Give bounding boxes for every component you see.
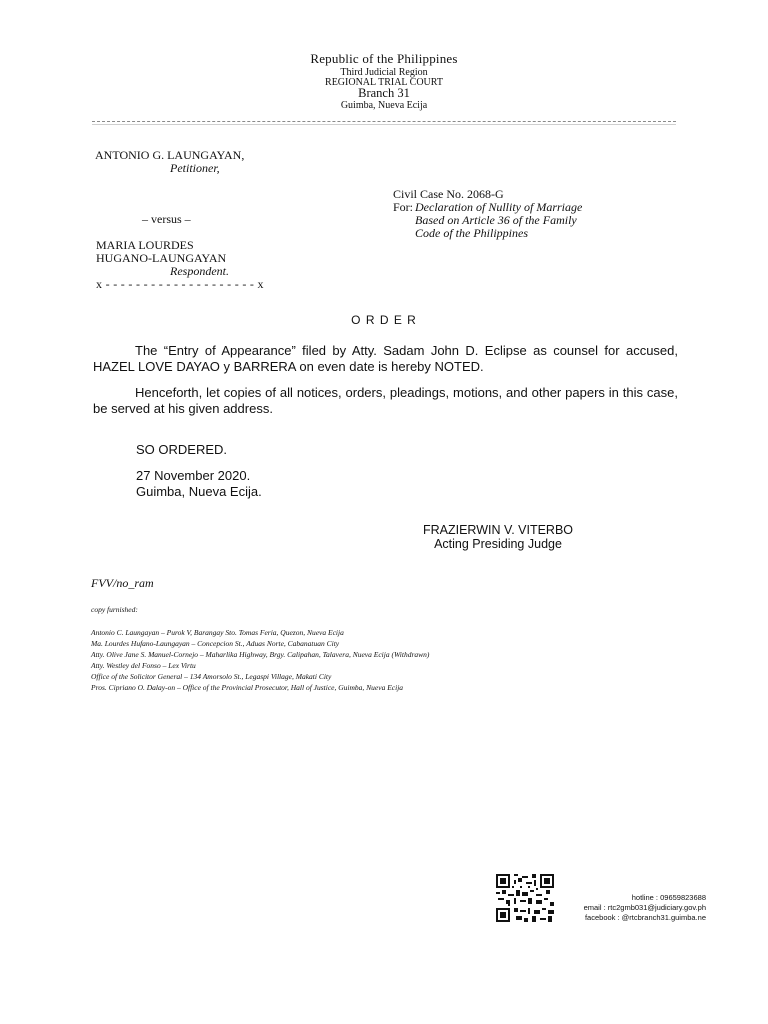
respondent-role: Respondent.: [170, 264, 229, 278]
copy-furnished-item: Ma. Lourdes Hufano-Laungayan – Concepcion St., Aduas Norte, Cabanatuan City: [91, 639, 340, 648]
copy-furnished-item: Atty. Westley del Fonso – Lex Virtu: [91, 661, 196, 670]
order-paragraph-1: The “Entry of Appearance” filed by Atty. Sadam John D. Eclipse as counsel for accused, HAZEL LOVE DAYAO y BARRERA on even date is hereby NOTED.: [93, 343, 678, 374]
order-place: Guimba, Nueva Ecija.: [136, 484, 262, 499]
reference-initials: FVV/no_ram: [91, 576, 154, 590]
header-court: REGIONAL TRIAL COURT: [325, 77, 443, 88]
petitioner-name: ANTONIO G. LAUNGAYAN,: [95, 148, 245, 162]
copy-furnished-item: Office of the Solicitor General – 134 Amorsolo St., Legaspi Village, Makati City: [91, 672, 332, 681]
petitioner-role: Petitioner,: [170, 161, 220, 175]
respondent-name-line2: HUGANO-LAUNGAYAN: [96, 251, 227, 265]
case-nature-line2: Based on Article 36 of the Family: [415, 213, 577, 227]
caption-separator: x - - - - - - - - - - - - - - - - - - - - x: [96, 277, 264, 291]
judge-title: Acting Presiding Judge: [434, 537, 562, 551]
header-branch: Branch 31: [358, 86, 410, 100]
judge-name: FRAZIERWIN V. VITERBO: [422, 523, 574, 537]
respondent-name-line1: MARIA LOURDES: [96, 238, 194, 252]
header-location: Guimba, Nueva Ecija: [340, 100, 428, 111]
order-date: 27 November 2020.: [136, 468, 251, 483]
order-title: O R D E R: [351, 313, 417, 327]
copy-furnished-label: copy furnished:: [91, 605, 138, 614]
copy-furnished-item: Pros. Cipriano O. Dalay-on – Office of the Provincial Prosecutor, Hall of Justice, Guimba, Nueva Ecija: [91, 683, 404, 692]
header-divider-secondary: [92, 124, 676, 125]
header-republic: Republic of the Philippines: [310, 51, 458, 66]
order-paragraph-2: Henceforth, let copies of all notices, orders, pleadings, motions, and other papers in this case, be served at his given address.: [93, 385, 678, 416]
case-for-label: For:: [393, 200, 414, 214]
so-ordered: SO ORDERED.: [136, 442, 228, 457]
contact-hotline: hotline : 09659823688: [631, 893, 706, 902]
versus-label: – versus –: [142, 212, 191, 226]
contact-facebook: facebook : @rtcbranch31.guimba.ne: [584, 913, 706, 922]
contact-email: email : rtc2gmb031@judiciary.gov.ph: [583, 903, 706, 912]
qr-code-icon: [496, 874, 554, 922]
case-nature-line3: Code of the Philippines: [415, 226, 528, 240]
copy-furnished-item: Antonio C. Laungayan – Purok V, Barangay Sto. Tomas Feria, Quezon, Nueva Ecija: [91, 628, 344, 637]
case-number: Civil Case No. 2068-G: [393, 187, 504, 201]
header-region: Third Judicial Region: [340, 67, 428, 78]
case-nature-line1: Declaration of Nullity of Marriage: [415, 200, 583, 214]
copy-furnished-item: Atty. Olive Jane S. Manuel-Cornejo – Maharlika Highway, Brgy. Calipahan, Talavera, Nueva Ecija (Withdrawn): [91, 650, 430, 659]
header-divider: [92, 121, 676, 122]
